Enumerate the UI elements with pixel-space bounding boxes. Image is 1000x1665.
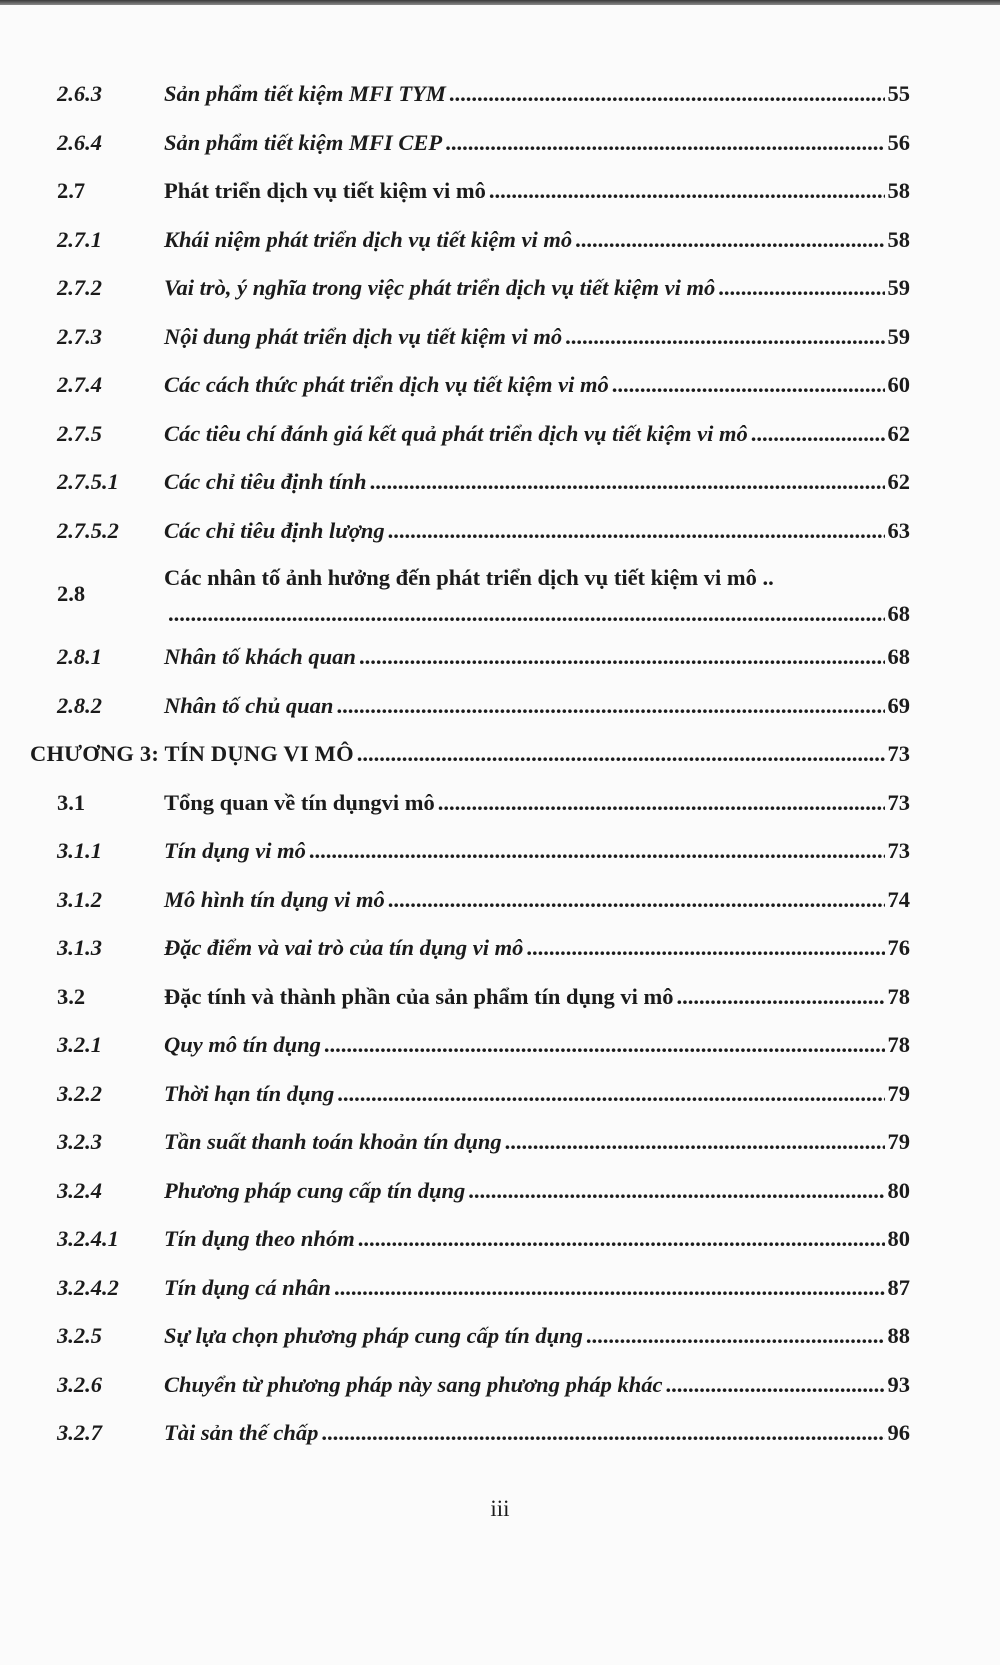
toc-leader-dots xyxy=(505,1129,885,1155)
toc-leader-dots xyxy=(445,130,884,156)
toc-row[interactable] xyxy=(30,827,910,876)
toc-leader-dots xyxy=(449,81,885,107)
toc-section-title: Phương pháp cung cấp tín dụng xyxy=(164,1177,466,1203)
toc-section-number: 2.7.1 xyxy=(57,226,102,252)
toc-section-number: 3.2.3 xyxy=(57,1129,102,1155)
toc-page-number: 58 xyxy=(887,178,910,204)
toc-leader-dots xyxy=(337,1081,884,1107)
toc-leader-dots xyxy=(334,1275,885,1301)
toc-leader-dots xyxy=(586,1323,885,1349)
toc-section-number: 2.6.4 xyxy=(57,129,102,155)
toc-section-title: Tín dụng vi mô xyxy=(164,838,306,864)
toc-page-number: 62 xyxy=(887,469,910,495)
toc-page-number: 69 xyxy=(887,692,910,718)
toc-section-number: 3.1.1 xyxy=(57,838,102,864)
toc-entry xyxy=(164,421,910,447)
toc-entry xyxy=(164,518,910,544)
toc-row[interactable] xyxy=(30,1070,910,1119)
toc-section-number: 3.2.4 xyxy=(57,1177,102,1203)
toc-page-number: 56 xyxy=(887,129,910,155)
toc-leader-dots xyxy=(388,887,885,913)
toc-row[interactable] xyxy=(30,1264,910,1313)
toc-row[interactable] xyxy=(30,264,910,313)
toc-section-number: 2.8.1 xyxy=(57,644,102,670)
toc-leader-dots xyxy=(526,935,884,961)
table-of-contents xyxy=(30,70,910,1458)
toc-chapter-row[interactable] xyxy=(30,730,910,779)
toc-entry xyxy=(164,693,910,719)
toc-row[interactable] xyxy=(30,1312,910,1361)
toc-page-number: 78 xyxy=(887,983,910,1009)
toc-page-number: 80 xyxy=(887,1226,910,1252)
toc-section-title: Tài sản thế chấp xyxy=(164,1420,319,1446)
toc-page-number: 93 xyxy=(887,1371,910,1397)
toc-page-number: 87 xyxy=(887,1274,910,1300)
toc-entry xyxy=(164,1275,910,1301)
toc-section-title: Mô hình tín dụng vi mô xyxy=(164,886,385,912)
toc-entry xyxy=(164,130,910,156)
toc-section-title: Quy mô tín dụng xyxy=(164,1032,321,1058)
toc-section-number: 2.7.5 xyxy=(57,420,102,446)
toc-section-title: Nội dung phát triển dịch vụ tiết kiệm vi mô xyxy=(164,323,563,349)
page-number: iii xyxy=(490,1496,510,1521)
toc-row[interactable] xyxy=(30,924,910,973)
toc-section-number: 3.2.7 xyxy=(57,1420,102,1446)
toc-section-number: 2.7.5.1 xyxy=(57,469,119,495)
toc-section-number: 2.7 xyxy=(57,178,86,204)
toc-section-title: Nhân tố khách quan xyxy=(164,644,356,670)
toc-leader-dots xyxy=(359,644,885,670)
toc-section-title: Thời hạn tín dụng xyxy=(164,1080,335,1106)
toc-section-number: 2.6.3 xyxy=(57,81,102,107)
toc-leader-dots xyxy=(718,275,884,301)
toc-page-number: 96 xyxy=(887,1420,910,1446)
toc-row[interactable] xyxy=(30,1118,910,1167)
toc-entry xyxy=(164,81,910,107)
toc-page-number: 68 xyxy=(887,601,910,626)
toc-section-title: Đặc tính và thành phần của sản phẩm tín dụng vi mô xyxy=(164,983,674,1009)
toc-row[interactable] xyxy=(30,1361,910,1410)
toc-leader-dots xyxy=(168,601,885,627)
toc-section-number: 3.2.4.1 xyxy=(57,1226,119,1252)
toc-section-title: Tín dụng cá nhân xyxy=(164,1274,331,1300)
toc-section-number: 3.1.3 xyxy=(57,935,102,961)
toc-leader-dots xyxy=(370,469,885,495)
toc-leader-dots xyxy=(438,790,885,816)
toc-leader-dots xyxy=(489,178,885,204)
toc-leader-dots xyxy=(388,518,885,544)
toc-leader-dots xyxy=(575,227,884,253)
toc-section-number: 2.7.2 xyxy=(57,275,102,301)
toc-section-number: 2.7.4 xyxy=(57,372,102,398)
toc-page-number: 63 xyxy=(887,517,910,543)
toc-row[interactable] xyxy=(30,216,910,265)
toc-entry xyxy=(164,1226,910,1252)
toc-leader-dots xyxy=(677,984,885,1010)
toc-section-title: Các chỉ tiêu định lượng xyxy=(164,517,385,543)
page-top-edge xyxy=(0,0,1000,5)
toc-row[interactable] xyxy=(30,633,910,682)
toc-page-number: 88 xyxy=(887,1323,910,1349)
toc-page-number: 59 xyxy=(887,275,910,301)
toc-entry xyxy=(164,1323,910,1349)
toc-section-number: 3.2.4.2 xyxy=(57,1274,119,1300)
toc-row[interactable] xyxy=(30,410,910,459)
toc-section-title: Sản phẩm tiết kiệm MFI CEP xyxy=(164,129,443,155)
toc-leader-dots xyxy=(751,421,885,447)
toc-section-number: 2.8.2 xyxy=(57,692,102,718)
toc-section-title: Tần suất thanh toán khoản tín dụng xyxy=(164,1129,502,1155)
toc-leader-dots xyxy=(324,1032,885,1058)
toc-section-title: Nhân tố chủ quan xyxy=(164,692,334,718)
toc-section-title: Tín dụng theo nhóm xyxy=(164,1226,355,1252)
toc-entry xyxy=(164,935,910,961)
toc-page-number: 79 xyxy=(887,1080,910,1106)
toc-leader-dots xyxy=(358,1226,885,1252)
toc-page-number: 68 xyxy=(887,644,910,670)
toc-row[interactable] xyxy=(30,555,910,633)
toc-page-number: 80 xyxy=(887,1177,910,1203)
toc-entry xyxy=(164,1081,910,1107)
toc-section-number: 3.2.6 xyxy=(57,1371,102,1397)
toc-leader-dots xyxy=(309,838,885,864)
toc-section-number: 3.2.2 xyxy=(57,1080,102,1106)
toc-section-title: Vai trò, ý nghĩa trong việc phát triển dịch vụ tiết kiệm vi mô xyxy=(164,275,716,301)
toc-section-title: CHƯƠNG 3: TÍN DỤNG VI MÔ xyxy=(30,741,354,767)
toc-page-number: 59 xyxy=(887,323,910,349)
toc-row[interactable] xyxy=(30,313,910,362)
toc-row[interactable] xyxy=(30,1167,910,1216)
toc-row[interactable] xyxy=(30,1215,910,1264)
toc-page-number: 60 xyxy=(887,372,910,398)
toc-entry xyxy=(164,565,910,627)
toc-leader-dots xyxy=(665,1372,884,1398)
toc-section-title: Đặc điểm và vai trò của tín dụng vi mô xyxy=(164,935,524,961)
toc-entry xyxy=(164,1372,910,1398)
toc-entry xyxy=(164,275,910,301)
toc-row[interactable] xyxy=(30,361,910,410)
toc-entry xyxy=(164,790,910,816)
toc-entry xyxy=(164,887,910,913)
toc-row[interactable] xyxy=(30,70,910,119)
toc-section-title: Các tiêu chí đánh giá kết quả phát triển dịch vụ tiết kiệm vi mô xyxy=(164,420,748,446)
toc-leader-dots xyxy=(321,1420,884,1446)
toc-page-number: 73 xyxy=(887,789,910,815)
toc-row[interactable] xyxy=(30,1021,910,1070)
toc-row[interactable] xyxy=(30,1409,910,1458)
toc-leader-dots xyxy=(468,1178,884,1204)
toc-entry xyxy=(164,1178,910,1204)
toc-entry xyxy=(30,741,910,767)
toc-entry xyxy=(164,324,910,350)
toc-row[interactable] xyxy=(30,507,910,556)
toc-section-title: Khái niệm phát triển dịch vụ tiết kiệm vi mô xyxy=(164,226,573,252)
toc-section-title: Sự lựa chọn phương pháp cung cấp tín dụng xyxy=(164,1323,583,1349)
toc-entry xyxy=(164,984,910,1010)
toc-entry xyxy=(164,178,910,204)
toc-page-number: 55 xyxy=(887,81,910,107)
toc-section-number: 3.1 xyxy=(57,789,86,815)
toc-section-title: Tổng quan về tín dụngvi mô xyxy=(164,789,435,815)
toc-entry xyxy=(164,1129,910,1155)
toc-page-number: 78 xyxy=(887,1032,910,1058)
toc-page-number: 76 xyxy=(887,935,910,961)
toc-section-title: Các cách thức phát triển dịch vụ tiết kiệm vi mô xyxy=(164,372,609,398)
toc-row[interactable] xyxy=(30,682,910,731)
toc-row[interactable] xyxy=(30,167,910,216)
toc-section-number: 3.2 xyxy=(57,983,86,1009)
toc-row[interactable] xyxy=(30,779,910,828)
toc-row[interactable] xyxy=(30,876,910,925)
toc-section-title: Phát triển dịch vụ tiết kiệm vi mô xyxy=(164,178,486,204)
toc-section-number: 3.2.1 xyxy=(57,1032,102,1058)
toc-page-number: 73 xyxy=(887,838,910,864)
toc-page-number: 79 xyxy=(887,1129,910,1155)
toc-leader-dots xyxy=(336,693,884,719)
toc-entry xyxy=(164,838,910,864)
toc-page-number: 62 xyxy=(887,420,910,446)
toc-leader-dots xyxy=(565,324,884,350)
toc-section-title: Các chỉ tiêu định tính xyxy=(164,469,367,495)
toc-leader-dots xyxy=(357,741,885,767)
toc-entry xyxy=(164,227,910,253)
toc-section-number: 2.7.5.2 xyxy=(57,517,119,543)
toc-page-number: 74 xyxy=(887,886,910,912)
toc-entry xyxy=(164,469,910,495)
toc-row[interactable] xyxy=(30,458,910,507)
toc-row[interactable] xyxy=(30,119,910,168)
toc-entry xyxy=(164,644,910,670)
toc-section-title: Sản phẩm tiết kiệm MFI TYM xyxy=(164,81,446,107)
toc-section-number: 2.7.3 xyxy=(57,323,102,349)
toc-entry xyxy=(164,1032,910,1058)
toc-section-number: 3.2.5 xyxy=(57,1323,102,1349)
toc-entry xyxy=(164,1420,910,1446)
toc-page-number: 73 xyxy=(887,741,910,767)
toc-row[interactable] xyxy=(30,973,910,1022)
toc-section-title: Chuyển từ phương pháp này sang phương pháp khác xyxy=(164,1371,663,1397)
toc-section-title: Các nhân tố ảnh hưởng đến phát triển dịch vụ tiết kiệm vi mô .. xyxy=(164,565,774,590)
toc-page-number: 58 xyxy=(887,226,910,252)
toc-entry xyxy=(164,372,910,398)
toc-leader-dots xyxy=(612,372,885,398)
toc-section-number: 3.1.2 xyxy=(57,886,102,912)
toc-section-number: 2.8 xyxy=(57,581,86,606)
